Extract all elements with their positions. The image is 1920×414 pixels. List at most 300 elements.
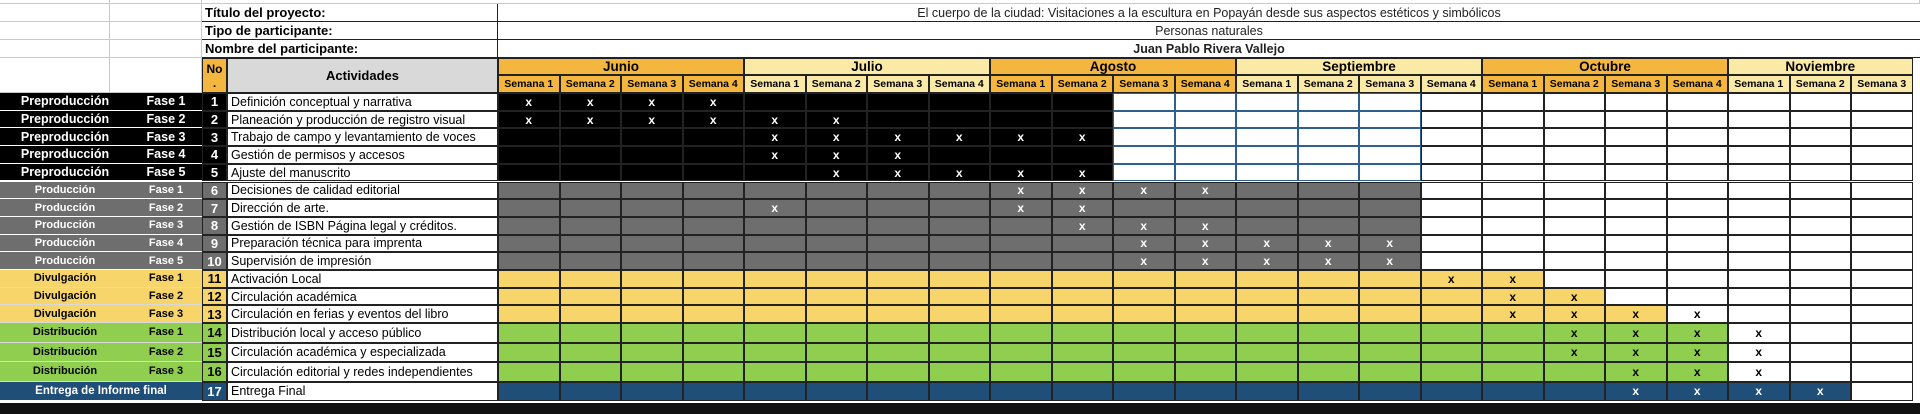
schedule-cell[interactable] [1790, 343, 1852, 363]
schedule-cell[interactable] [1482, 182, 1544, 200]
schedule-cell[interactable] [498, 270, 560, 288]
schedule-cell[interactable] [867, 323, 929, 343]
schedule-mark[interactable]: x [1052, 217, 1114, 235]
schedule-cell[interactable] [990, 146, 1052, 164]
schedule-cell[interactable] [1298, 323, 1360, 343]
schedule-cell[interactable] [498, 146, 560, 164]
schedule-cell[interactable] [1359, 270, 1421, 288]
schedule-cell[interactable] [1175, 305, 1237, 323]
schedule-cell[interactable] [1175, 93, 1237, 111]
schedule-mark[interactable]: x [1359, 235, 1421, 253]
schedule-cell[interactable] [621, 182, 683, 200]
schedule-cell[interactable] [1790, 305, 1852, 323]
activity-name[interactable]: Planeación y producción de registro visual [227, 111, 498, 129]
schedule-cell[interactable] [1175, 362, 1237, 382]
schedule-cell[interactable] [1851, 288, 1913, 306]
schedule-cell[interactable] [1728, 235, 1790, 253]
schedule-cell[interactable] [867, 199, 929, 217]
schedule-mark[interactable]: x [1667, 323, 1729, 343]
schedule-cell[interactable] [683, 362, 745, 382]
schedule-cell[interactable] [683, 288, 745, 306]
schedule-cell[interactable] [1851, 164, 1913, 182]
schedule-cell[interactable] [683, 146, 745, 164]
schedule-cell[interactable] [1236, 343, 1298, 363]
schedule-cell[interactable] [621, 146, 683, 164]
schedule-cell[interactable] [498, 252, 560, 270]
schedule-cell[interactable] [744, 235, 806, 253]
schedule-cell[interactable] [929, 343, 991, 363]
schedule-cell[interactable] [1482, 217, 1544, 235]
schedule-cell[interactable] [1421, 93, 1483, 111]
schedule-cell[interactable] [1790, 111, 1852, 129]
schedule-cell[interactable] [1421, 323, 1483, 343]
schedule-cell[interactable] [1728, 305, 1790, 323]
schedule-cell[interactable] [1052, 146, 1114, 164]
schedule-cell[interactable] [990, 323, 1052, 343]
schedule-cell[interactable] [1113, 343, 1175, 363]
schedule-cell[interactable] [621, 288, 683, 306]
activity-name[interactable]: Dirección de arte. [227, 199, 498, 217]
schedule-cell[interactable] [621, 343, 683, 363]
schedule-cell[interactable] [560, 288, 622, 306]
schedule-cell[interactable] [1790, 199, 1852, 217]
schedule-cell[interactable] [1298, 199, 1360, 217]
schedule-cell[interactable] [867, 362, 929, 382]
schedule-cell[interactable] [1667, 288, 1729, 306]
schedule-cell[interactable] [560, 382, 622, 402]
schedule-cell[interactable] [560, 182, 622, 200]
schedule-mark[interactable]: x [806, 128, 868, 146]
schedule-cell[interactable] [1236, 217, 1298, 235]
schedule-cell[interactable] [1359, 164, 1421, 182]
schedule-cell[interactable] [744, 93, 806, 111]
schedule-mark[interactable]: x [1175, 217, 1237, 235]
schedule-cell[interactable] [1544, 146, 1606, 164]
schedule-cell[interactable] [1359, 93, 1421, 111]
schedule-cell[interactable] [1359, 362, 1421, 382]
schedule-cell[interactable] [867, 235, 929, 253]
schedule-cell[interactable] [683, 343, 745, 363]
schedule-cell[interactable] [1605, 111, 1667, 129]
schedule-cell[interactable] [1359, 128, 1421, 146]
schedule-cell[interactable] [1667, 270, 1729, 288]
schedule-cell[interactable] [929, 362, 991, 382]
schedule-cell[interactable] [1851, 305, 1913, 323]
schedule-cell[interactable] [683, 305, 745, 323]
schedule-mark[interactable]: x [560, 93, 622, 111]
schedule-cell[interactable] [560, 164, 622, 182]
schedule-cell[interactable] [498, 323, 560, 343]
schedule-cell[interactable] [1667, 217, 1729, 235]
schedule-mark[interactable]: x [1052, 128, 1114, 146]
schedule-cell[interactable] [1052, 252, 1114, 270]
schedule-cell[interactable] [1482, 128, 1544, 146]
schedule-cell[interactable] [560, 146, 622, 164]
schedule-cell[interactable] [621, 270, 683, 288]
schedule-mark[interactable]: x [621, 111, 683, 129]
schedule-cell[interactable] [683, 270, 745, 288]
schedule-mark[interactable]: x [1052, 199, 1114, 217]
schedule-cell[interactable] [560, 305, 622, 323]
schedule-cell[interactable] [1728, 93, 1790, 111]
schedule-cell[interactable] [1421, 305, 1483, 323]
schedule-cell[interactable] [1851, 182, 1913, 200]
schedule-cell[interactable] [1052, 323, 1114, 343]
schedule-cell[interactable] [560, 252, 622, 270]
schedule-cell[interactable] [1052, 305, 1114, 323]
schedule-cell[interactable] [1052, 362, 1114, 382]
schedule-cell[interactable] [498, 199, 560, 217]
schedule-cell[interactable] [867, 111, 929, 129]
schedule-cell[interactable] [1605, 217, 1667, 235]
schedule-mark[interactable]: x [1052, 182, 1114, 200]
schedule-cell[interactable] [1667, 235, 1729, 253]
schedule-cell[interactable] [1421, 235, 1483, 253]
schedule-cell[interactable] [498, 235, 560, 253]
schedule-cell[interactable] [1790, 270, 1852, 288]
schedule-cell[interactable] [1667, 111, 1729, 129]
schedule-cell[interactable] [1421, 199, 1483, 217]
schedule-cell[interactable] [1236, 146, 1298, 164]
schedule-cell[interactable] [1667, 93, 1729, 111]
schedule-cell[interactable] [1421, 182, 1483, 200]
schedule-cell[interactable] [1667, 252, 1729, 270]
schedule-cell[interactable] [929, 111, 991, 129]
schedule-cell[interactable] [498, 182, 560, 200]
schedule-cell[interactable] [929, 252, 991, 270]
schedule-cell[interactable] [1298, 382, 1360, 402]
schedule-cell[interactable] [1482, 146, 1544, 164]
schedule-mark[interactable]: x [1298, 235, 1360, 253]
schedule-cell[interactable] [1113, 146, 1175, 164]
schedule-cell[interactable] [929, 305, 991, 323]
schedule-mark[interactable]: x [1113, 252, 1175, 270]
schedule-cell[interactable] [498, 382, 560, 402]
schedule-cell[interactable] [560, 270, 622, 288]
schedule-cell[interactable] [1175, 343, 1237, 363]
grid-cell[interactable] [110, 22, 202, 40]
schedule-cell[interactable] [1052, 343, 1114, 363]
schedule-cell[interactable] [1113, 164, 1175, 182]
schedule-cell[interactable] [1113, 111, 1175, 129]
schedule-mark[interactable]: x [1728, 382, 1790, 402]
schedule-cell[interactable] [1605, 182, 1667, 200]
schedule-cell[interactable] [1236, 111, 1298, 129]
schedule-cell[interactable] [867, 270, 929, 288]
schedule-cell[interactable] [1113, 270, 1175, 288]
schedule-mark[interactable]: x [929, 164, 991, 182]
schedule-cell[interactable] [1113, 323, 1175, 343]
schedule-cell[interactable] [806, 362, 868, 382]
schedule-cell[interactable] [990, 270, 1052, 288]
schedule-mark[interactable]: x [1359, 252, 1421, 270]
schedule-cell[interactable] [1359, 182, 1421, 200]
schedule-mark[interactable]: x [683, 93, 745, 111]
schedule-mark[interactable]: x [1544, 323, 1606, 343]
schedule-cell[interactable] [990, 382, 1052, 402]
schedule-cell[interactable] [1851, 111, 1913, 129]
schedule-cell[interactable] [498, 128, 560, 146]
schedule-cell[interactable] [560, 235, 622, 253]
schedule-cell[interactable] [1421, 128, 1483, 146]
schedule-cell[interactable] [498, 288, 560, 306]
schedule-cell[interactable] [806, 182, 868, 200]
schedule-mark[interactable]: x [1667, 343, 1729, 363]
schedule-mark[interactable]: x [1790, 382, 1852, 402]
schedule-cell[interactable] [867, 93, 929, 111]
schedule-cell[interactable] [621, 199, 683, 217]
schedule-cell[interactable] [560, 128, 622, 146]
activity-name[interactable]: Decisiones de calidad editorial [227, 182, 498, 200]
schedule-cell[interactable] [560, 199, 622, 217]
schedule-cell[interactable] [1421, 288, 1483, 306]
schedule-cell[interactable] [683, 217, 745, 235]
schedule-cell[interactable] [683, 252, 745, 270]
schedule-cell[interactable] [929, 235, 991, 253]
schedule-cell[interactable] [1728, 164, 1790, 182]
schedule-cell[interactable] [1605, 252, 1667, 270]
schedule-cell[interactable] [1851, 199, 1913, 217]
schedule-cell[interactable] [1482, 235, 1544, 253]
schedule-cell[interactable] [1605, 164, 1667, 182]
schedule-cell[interactable] [1113, 199, 1175, 217]
schedule-cell[interactable] [683, 323, 745, 343]
schedule-cell[interactable] [1544, 252, 1606, 270]
schedule-cell[interactable] [1544, 382, 1606, 402]
schedule-mark[interactable]: x [1605, 362, 1667, 382]
schedule-cell[interactable] [1298, 288, 1360, 306]
schedule-cell[interactable] [1482, 362, 1544, 382]
schedule-cell[interactable] [1113, 362, 1175, 382]
activity-name[interactable]: Preparación técnica para imprenta [227, 235, 498, 253]
schedule-cell[interactable] [929, 382, 991, 402]
schedule-cell[interactable] [1790, 182, 1852, 200]
schedule-cell[interactable] [1113, 305, 1175, 323]
schedule-cell[interactable] [1052, 382, 1114, 402]
schedule-cell[interactable] [1851, 362, 1913, 382]
schedule-cell[interactable] [1851, 146, 1913, 164]
schedule-mark[interactable]: x [990, 199, 1052, 217]
schedule-cell[interactable] [621, 323, 683, 343]
schedule-cell[interactable] [1482, 343, 1544, 363]
schedule-cell[interactable] [1667, 146, 1729, 164]
schedule-cell[interactable] [1851, 252, 1913, 270]
schedule-mark[interactable]: x [1298, 252, 1360, 270]
schedule-cell[interactable] [1790, 93, 1852, 111]
schedule-cell[interactable] [1728, 288, 1790, 306]
schedule-cell[interactable] [1544, 182, 1606, 200]
schedule-cell[interactable] [1482, 111, 1544, 129]
schedule-mark[interactable]: x [1728, 343, 1790, 363]
schedule-cell[interactable] [806, 323, 868, 343]
schedule-mark[interactable]: x [867, 164, 929, 182]
activity-name[interactable]: Trabajo de campo y levantamiento de voces [227, 128, 498, 146]
schedule-cell[interactable] [560, 362, 622, 382]
schedule-cell[interactable] [1359, 382, 1421, 402]
schedule-cell[interactable] [990, 305, 1052, 323]
schedule-cell[interactable] [1728, 217, 1790, 235]
schedule-cell[interactable] [1482, 93, 1544, 111]
schedule-cell[interactable] [1605, 199, 1667, 217]
schedule-cell[interactable] [1236, 93, 1298, 111]
schedule-cell[interactable] [621, 382, 683, 402]
schedule-cell[interactable] [1236, 199, 1298, 217]
schedule-cell[interactable] [1421, 111, 1483, 129]
schedule-mark[interactable]: x [1052, 164, 1114, 182]
schedule-cell[interactable] [1728, 111, 1790, 129]
schedule-mark[interactable]: x [806, 146, 868, 164]
schedule-mark[interactable]: x [1605, 382, 1667, 402]
schedule-mark[interactable]: x [498, 93, 560, 111]
schedule-cell[interactable] [1236, 382, 1298, 402]
schedule-cell[interactable] [1851, 323, 1913, 343]
schedule-cell[interactable] [560, 343, 622, 363]
schedule-mark[interactable]: x [1113, 235, 1175, 253]
schedule-mark[interactable]: x [744, 146, 806, 164]
schedule-cell[interactable] [683, 164, 745, 182]
schedule-cell[interactable] [744, 343, 806, 363]
activity-name[interactable]: Circulación editorial y redes independientes [227, 362, 498, 382]
schedule-mark[interactable]: x [1544, 343, 1606, 363]
schedule-cell[interactable] [867, 343, 929, 363]
schedule-cell[interactable] [744, 217, 806, 235]
schedule-cell[interactable] [1482, 164, 1544, 182]
schedule-cell[interactable] [806, 343, 868, 363]
schedule-cell[interactable] [1175, 270, 1237, 288]
schedule-cell[interactable] [929, 93, 991, 111]
schedule-mark[interactable]: x [1605, 305, 1667, 323]
activity-name[interactable]: Ajuste del manuscrito [227, 164, 498, 182]
schedule-mark[interactable]: x [683, 111, 745, 129]
schedule-cell[interactable] [744, 270, 806, 288]
schedule-cell[interactable] [1052, 288, 1114, 306]
schedule-cell[interactable] [867, 182, 929, 200]
activity-name[interactable]: Gestión de permisos y accesos [227, 146, 498, 164]
schedule-cell[interactable] [1728, 199, 1790, 217]
schedule-cell[interactable] [1052, 235, 1114, 253]
schedule-cell[interactable] [498, 343, 560, 363]
grid-cell[interactable] [110, 58, 202, 93]
activity-name[interactable]: Circulación académica [227, 288, 498, 306]
schedule-cell[interactable] [1790, 362, 1852, 382]
schedule-cell[interactable] [621, 362, 683, 382]
schedule-cell[interactable] [1544, 199, 1606, 217]
schedule-cell[interactable] [1175, 199, 1237, 217]
activity-name[interactable]: Gestión de ISBN Página legal y créditos. [227, 217, 498, 235]
schedule-cell[interactable] [990, 93, 1052, 111]
schedule-cell[interactable] [990, 235, 1052, 253]
schedule-mark[interactable]: x [1544, 305, 1606, 323]
schedule-cell[interactable] [1605, 128, 1667, 146]
schedule-cell[interactable] [621, 305, 683, 323]
schedule-cell[interactable] [1790, 146, 1852, 164]
schedule-cell[interactable] [1790, 164, 1852, 182]
schedule-mark[interactable]: x [990, 164, 1052, 182]
schedule-cell[interactable] [990, 252, 1052, 270]
schedule-cell[interactable] [1851, 235, 1913, 253]
schedule-cell[interactable] [867, 382, 929, 402]
activity-name[interactable]: Supervisión de impresión [227, 252, 498, 270]
schedule-cell[interactable] [1236, 323, 1298, 343]
schedule-cell[interactable] [744, 323, 806, 343]
schedule-cell[interactable] [1236, 288, 1298, 306]
schedule-cell[interactable] [1298, 217, 1360, 235]
schedule-cell[interactable] [1728, 270, 1790, 288]
schedule-cell[interactable] [1052, 270, 1114, 288]
schedule-cell[interactable] [683, 235, 745, 253]
schedule-cell[interactable] [560, 217, 622, 235]
schedule-cell[interactable] [1421, 343, 1483, 363]
schedule-mark[interactable]: x [1728, 362, 1790, 382]
schedule-cell[interactable] [929, 270, 991, 288]
schedule-cell[interactable] [806, 288, 868, 306]
schedule-mark[interactable]: x [990, 182, 1052, 200]
schedule-mark[interactable]: x [1113, 182, 1175, 200]
schedule-cell[interactable] [806, 93, 868, 111]
schedule-cell[interactable] [1667, 199, 1729, 217]
schedule-cell[interactable] [806, 217, 868, 235]
schedule-mark[interactable]: x [744, 111, 806, 129]
schedule-cell[interactable] [1359, 199, 1421, 217]
schedule-cell[interactable] [1175, 164, 1237, 182]
schedule-mark[interactable]: x [867, 146, 929, 164]
schedule-cell[interactable] [1298, 93, 1360, 111]
schedule-cell[interactable] [1544, 270, 1606, 288]
schedule-cell[interactable] [1359, 146, 1421, 164]
schedule-cell[interactable] [1236, 182, 1298, 200]
schedule-cell[interactable] [560, 323, 622, 343]
schedule-cell[interactable] [1790, 252, 1852, 270]
schedule-cell[interactable] [1298, 343, 1360, 363]
schedule-cell[interactable] [1175, 146, 1237, 164]
schedule-cell[interactable] [867, 305, 929, 323]
schedule-cell[interactable] [621, 128, 683, 146]
schedule-cell[interactable] [1851, 382, 1913, 402]
schedule-mark[interactable]: x [1175, 182, 1237, 200]
schedule-cell[interactable] [1298, 362, 1360, 382]
schedule-cell[interactable] [806, 235, 868, 253]
schedule-cell[interactable] [929, 323, 991, 343]
schedule-mark[interactable]: x [1728, 323, 1790, 343]
activity-name[interactable]: Definición conceptual y narrativa [227, 93, 498, 111]
schedule-cell[interactable] [498, 362, 560, 382]
schedule-cell[interactable] [1544, 217, 1606, 235]
schedule-cell[interactable] [498, 217, 560, 235]
schedule-cell[interactable] [806, 270, 868, 288]
schedule-mark[interactable]: x [744, 199, 806, 217]
schedule-cell[interactable] [744, 182, 806, 200]
schedule-mark[interactable]: x [1421, 270, 1483, 288]
schedule-cell[interactable] [1851, 93, 1913, 111]
schedule-cell[interactable] [498, 305, 560, 323]
schedule-cell[interactable] [929, 146, 991, 164]
schedule-cell[interactable] [1421, 382, 1483, 402]
schedule-cell[interactable] [990, 362, 1052, 382]
schedule-mark[interactable]: x [929, 128, 991, 146]
schedule-cell[interactable] [1421, 164, 1483, 182]
schedule-mark[interactable]: x [1667, 382, 1729, 402]
schedule-cell[interactable] [1544, 362, 1606, 382]
schedule-cell[interactable] [990, 288, 1052, 306]
schedule-cell[interactable] [1421, 146, 1483, 164]
schedule-cell[interactable] [1851, 217, 1913, 235]
schedule-cell[interactable] [1359, 111, 1421, 129]
schedule-cell[interactable] [1298, 164, 1360, 182]
schedule-cell[interactable] [1421, 252, 1483, 270]
schedule-mark[interactable]: x [1605, 323, 1667, 343]
schedule-cell[interactable] [1236, 128, 1298, 146]
schedule-cell[interactable] [1236, 270, 1298, 288]
